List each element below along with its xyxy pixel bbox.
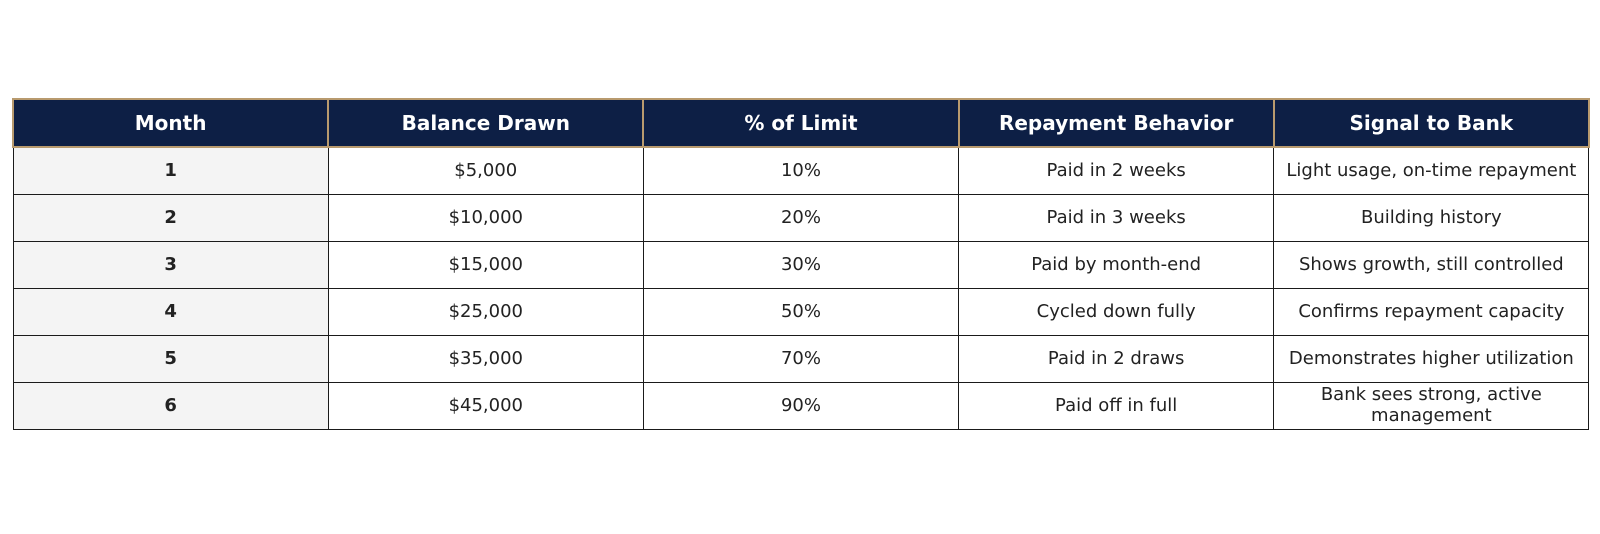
cell-month: 1 bbox=[13, 147, 328, 195]
table-row bbox=[13, 195, 1589, 242]
cell-signal-to-bank: Demonstrates higher utilization bbox=[1274, 336, 1589, 383]
cell-balance-drawn: $15,000 bbox=[328, 242, 643, 289]
credit-usage-table bbox=[12, 98, 1590, 430]
header-repayment-behavior: Repayment Behavior bbox=[959, 99, 1274, 147]
header-signal-to-bank: Signal to Bank bbox=[1274, 99, 1589, 147]
header-month: Month bbox=[13, 99, 328, 147]
cell-month: 4 bbox=[13, 289, 328, 336]
credit-usage-table-container bbox=[12, 98, 1588, 430]
cell-balance-drawn: $45,000 bbox=[328, 383, 643, 430]
cell-percent-of-limit: 20% bbox=[643, 195, 958, 242]
cell-month: 6 bbox=[13, 383, 328, 430]
cell-percent-of-limit: 70% bbox=[643, 336, 958, 383]
cell-repayment-behavior: Paid in 2 draws bbox=[959, 336, 1274, 383]
table-body bbox=[13, 147, 1589, 430]
cell-balance-drawn: $35,000 bbox=[328, 336, 643, 383]
cell-percent-of-limit: 10% bbox=[643, 147, 958, 195]
cell-month: 5 bbox=[13, 336, 328, 383]
table-row bbox=[13, 336, 1589, 383]
cell-signal-to-bank: Building history bbox=[1274, 195, 1589, 242]
cell-month: 3 bbox=[13, 242, 328, 289]
header-balance-drawn: Balance Drawn bbox=[328, 99, 643, 147]
header-percent-of-limit: % of Limit bbox=[643, 99, 958, 147]
cell-percent-of-limit: 90% bbox=[643, 383, 958, 430]
cell-signal-to-bank: Shows growth, still controlled bbox=[1274, 242, 1589, 289]
cell-repayment-behavior: Paid by month-end bbox=[959, 242, 1274, 289]
cell-repayment-behavior: Paid in 3 weeks bbox=[959, 195, 1274, 242]
cell-percent-of-limit: 30% bbox=[643, 242, 958, 289]
cell-signal-to-bank: Bank sees strong, active management bbox=[1274, 383, 1589, 430]
cell-month: 2 bbox=[13, 195, 328, 242]
cell-repayment-behavior: Paid in 2 weeks bbox=[959, 147, 1274, 195]
cell-percent-of-limit: 50% bbox=[643, 289, 958, 336]
cell-balance-drawn: $10,000 bbox=[328, 195, 643, 242]
cell-balance-drawn: $5,000 bbox=[328, 147, 643, 195]
table-header bbox=[13, 99, 1589, 147]
cell-repayment-behavior: Cycled down fully bbox=[959, 289, 1274, 336]
table-row bbox=[13, 289, 1589, 336]
table-row bbox=[13, 147, 1589, 195]
cell-signal-to-bank: Light usage, on-time repayment bbox=[1274, 147, 1589, 195]
table-row bbox=[13, 383, 1589, 430]
table-row bbox=[13, 242, 1589, 289]
cell-balance-drawn: $25,000 bbox=[328, 289, 643, 336]
header-row bbox=[13, 99, 1589, 147]
cell-repayment-behavior: Paid off in full bbox=[959, 383, 1274, 430]
cell-signal-to-bank: Confirms repayment capacity bbox=[1274, 289, 1589, 336]
